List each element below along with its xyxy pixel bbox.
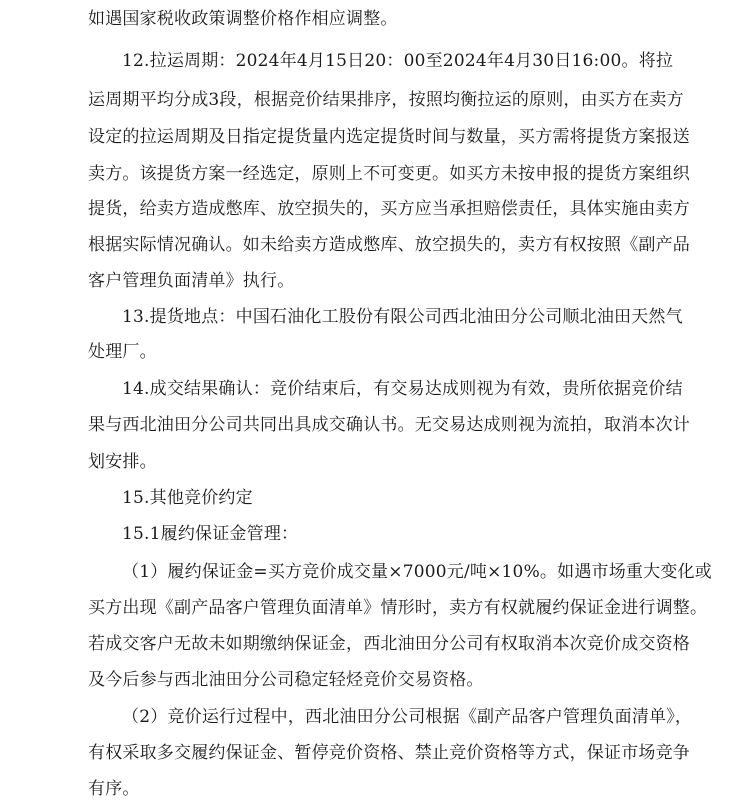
text-line: 15.其他竞价约定 xyxy=(122,488,253,508)
text-line: 划安排。 xyxy=(88,452,157,472)
text-line: 设定的拉运周期及日指定提货量内选定提货时间与数量，买方需将提货方案报送 xyxy=(88,127,690,147)
text-line: 有序。 xyxy=(88,779,140,799)
text-line: 若成交客户无故未如期缴纳保证金，西北油田分公司有权取消本次竞价成交资格 xyxy=(88,634,690,654)
text-line: （1）履约保证金=买方竞价成交量×7000元/吨×10%。如遇市场重大变化或 xyxy=(122,562,712,582)
text-line: （2）竞价运行过程中，西北油田分公司根据《副产品客户管理负面清单》， xyxy=(122,707,693,727)
text-line: 处理厂。 xyxy=(88,342,157,362)
text-line: 有权采取多交履约保证金、暂停竞价资格、禁止竞价资格等方式，保证市场竞争 xyxy=(88,743,690,763)
text-line: 14.成交结果确认：竞价结束后，有交易达成则视为有效，贵所依据竞价结 xyxy=(122,379,683,399)
text-line: 提货，给卖方造成憋库、放空损失的，买方应当承担赔偿责任，具体实施由卖方 xyxy=(88,199,690,219)
text-line: 买方出现《副产品客户管理负面清单》情形时，卖方有权就履约保证金进行调整。 xyxy=(88,598,708,618)
text-line: 13.提货地点：中国石油化工股份有限公司西北油田分公司顺北油田天然气 xyxy=(122,307,683,327)
text-line: 根据实际情况确认。如未给卖方造成憋库、放空损失的，卖方有权按照《副产品 xyxy=(88,235,690,255)
text-line: 运周期平均分成3段，根据竞价结果排序，按照均衡拉运的原则，由买方在卖方 xyxy=(88,90,684,110)
text-line: 果与西北油田分公司共同出具成交确认书。无交易达成则视为流拍，取消本次计 xyxy=(88,415,690,435)
text-line: 15.1履约保证金管理： xyxy=(122,524,299,544)
text-line: 12.拉运周期：2024年4月15日20：00至2024年4月30日16:00。将拉 xyxy=(122,51,674,71)
text-line: 卖方。该提货方案一经选定，原则上不可变更。如买方未按申报的提货方案组织 xyxy=(88,164,690,184)
text-line: 及今后参与西北油田分公司稳定轻烃竞价交易资格。 xyxy=(88,670,484,690)
text-line: 如遇国家税收政策调整价格作相应调整。 xyxy=(88,9,398,29)
text-line: 客户管理负面清单》执行。 xyxy=(88,271,295,291)
